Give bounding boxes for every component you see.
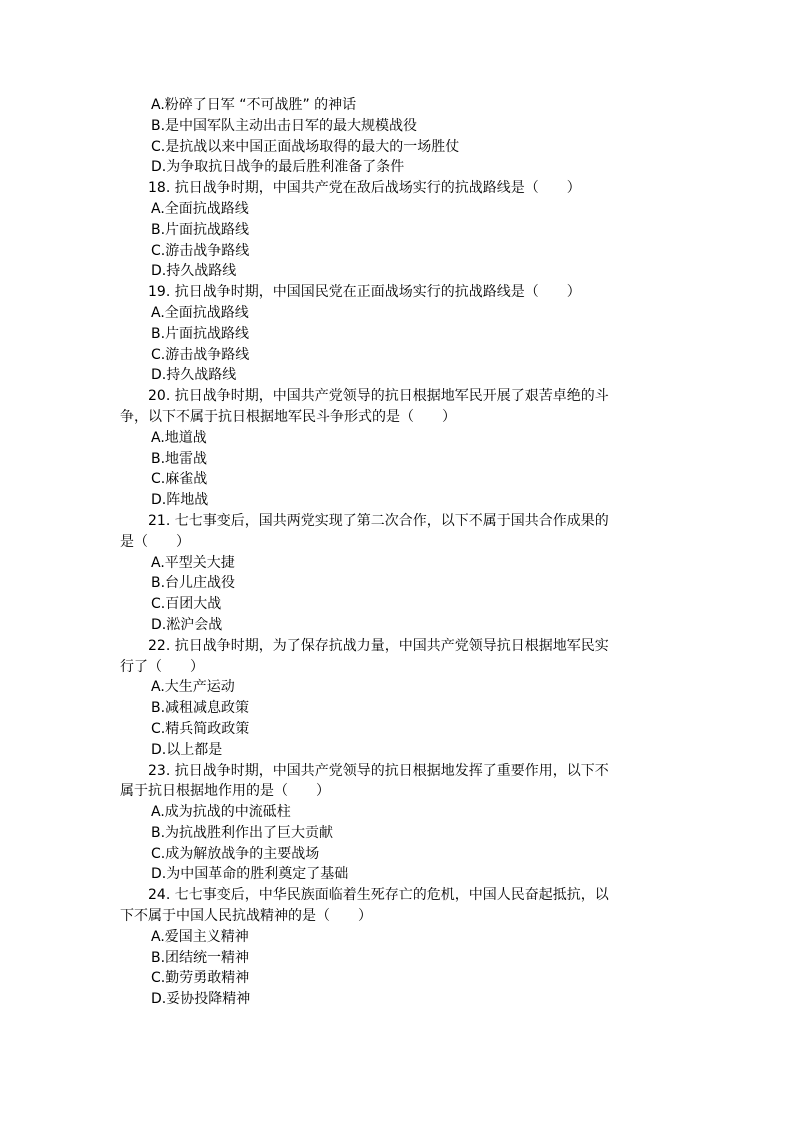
q21-option-a: A.平型关大捷	[151, 554, 235, 571]
q18-option-b: B.片面抗战路线	[151, 221, 250, 238]
q21-option-c: C.百团大战	[151, 596, 222, 613]
q22-option-a: A.大生产运动	[151, 679, 235, 696]
q20-option-a: A.地道战	[151, 429, 207, 446]
q24-option-a: A.爱国主义精神	[151, 928, 249, 945]
q21-option-d: D.淞沪会战	[151, 616, 223, 633]
q18-option-a: A.全面抗战路线	[151, 200, 249, 217]
q18-option-c: C.游击战争路线	[151, 242, 250, 259]
q23-option-b: B.为抗战胜利作出了巨大贡献	[151, 824, 334, 841]
q17-option-d: D.为争取抗日战争的最后胜利准备了条件	[151, 159, 405, 176]
q20-stem-line2: 争，以下不属于抗日根据地军民斗争形式的是（ ）	[120, 408, 456, 425]
q19-option-d: D.持久战路线	[151, 367, 237, 384]
q22-option-c: C.精兵简政政策	[151, 720, 250, 737]
q20-option-c: C.麻雀战	[151, 471, 208, 488]
q22-option-d: D.以上都是	[151, 741, 223, 758]
q24-option-c: C.勤劳勇敢精神	[151, 970, 250, 987]
q23-option-d: D.为中国革命的胜利奠定了基础	[151, 866, 349, 883]
q18-option-d: D.持久战路线	[151, 263, 237, 280]
question-list	[120, 95, 680, 1010]
q19-stem: 19. 抗日战争时期，中国国民党在正面战场实行的抗战路线是（ ）	[148, 284, 581, 301]
q17-option-b: B.是中国军队主动出击日军的最大规模战役	[151, 117, 418, 134]
q24-stem-line1: 24. 七七事变后，中华民族面临着生死存亡的危机，中国人民奋起抵抗，以	[148, 887, 609, 904]
q17-option-c: C.是抗战以来中国正面战场取得的最大的一场胜仗	[151, 138, 460, 155]
q17-option-a: A.粉碎了日军 “不可战胜” 的神话	[151, 97, 357, 113]
q20-option-b: B.地雷战	[151, 450, 208, 467]
q21-stem-line1: 21. 七七事变后，国共两党实现了第二次合作，以下不属于国共合作成果的	[148, 512, 609, 529]
q22-stem-line2: 行了（ ）	[120, 658, 204, 675]
q23-option-c: C.成为解放战争的主要战场	[151, 845, 320, 862]
q19-option-c: C.游击战争路线	[151, 346, 250, 363]
q22-stem-line1: 22. 抗日战争时期，为了保存抗战力量，中国共产党领导抗日根据地军民实	[148, 637, 609, 654]
q24-option-b: B.团结统一精神	[151, 949, 250, 966]
q23-stem-line2: 属于抗日根据地作用的是（ ）	[120, 783, 330, 800]
q18-stem: 18. 抗日战争时期，中国共产党在敌后战场实行的抗战路线是（ ）	[148, 180, 581, 197]
q22-option-b: B.减租减息政策	[151, 700, 250, 717]
q24-option-d: D.妥协投降精神	[151, 991, 251, 1008]
q23-stem-line1: 23. 抗日战争时期，中国共产党领导的抗日根据地发挥了重要作用，以下不	[148, 762, 609, 779]
q19-option-a: A.全面抗战路线	[151, 304, 249, 321]
q20-stem-line1: 20. 抗日战争时期，中国共产党领导的抗日根据地军民开展了艰苦卓绝的斗	[148, 388, 609, 405]
q24-stem-line2: 下不属于中国人民抗战精神的是（ ）	[120, 908, 372, 925]
q19-option-b: B.片面抗战路线	[151, 325, 250, 342]
q20-option-d: D.阵地战	[151, 492, 209, 509]
q21-stem-line2: 是（ ）	[120, 533, 190, 550]
q23-option-a: A.成为抗战的中流砥柱	[151, 804, 291, 821]
q21-option-b: B.台儿庄战役	[151, 575, 236, 592]
